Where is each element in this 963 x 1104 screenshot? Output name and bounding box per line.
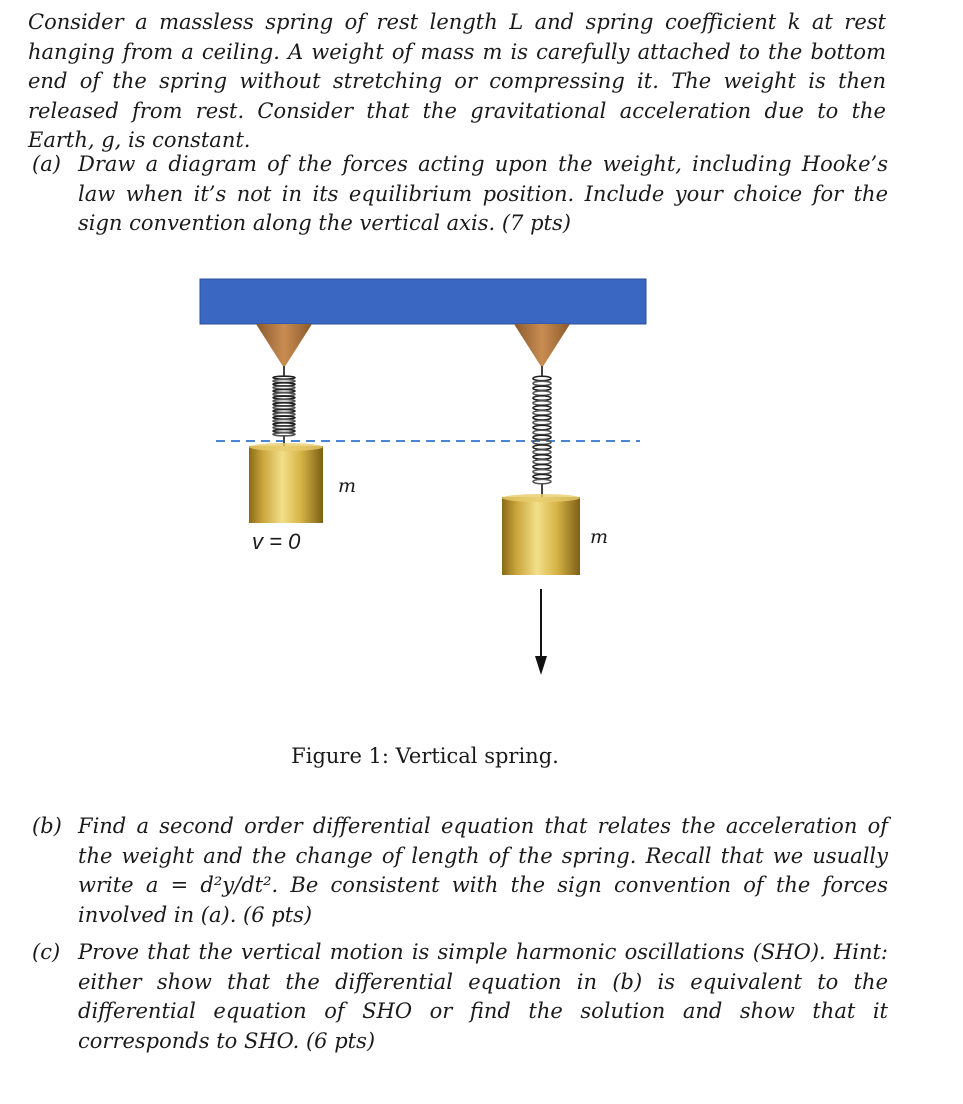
spring-coil-turn — [533, 396, 551, 400]
left-weight-top — [249, 443, 323, 451]
spring-coil-turn — [533, 406, 551, 410]
velocity-label: v = 0 — [252, 529, 301, 554]
right-spring-coil — [533, 376, 551, 484]
left-mass-label: m — [338, 475, 357, 497]
figure-caption: Figure 1: Vertical spring. — [291, 744, 559, 768]
spring-coil-turn — [533, 460, 551, 464]
part-a-label: (a) — [32, 152, 61, 176]
left-spring-coil — [273, 376, 295, 436]
spring-coil-turn — [533, 376, 551, 380]
spring-coil-turn — [533, 465, 551, 469]
right-weight-top — [502, 494, 580, 502]
ceiling-bar — [200, 279, 646, 324]
spring-coil-turn — [533, 386, 551, 390]
spring-coil-turn — [533, 474, 551, 478]
spring-coil-turn — [533, 381, 551, 385]
left-spring-mount — [256, 324, 312, 368]
spring-coil-turn — [533, 435, 551, 439]
part-c-label: (c) — [32, 940, 61, 964]
left-weight — [249, 446, 323, 523]
spring-coil-turn — [533, 430, 551, 434]
spring-coil-turn — [533, 401, 551, 405]
spring-coil-turn — [533, 425, 551, 429]
right-spring-mount — [514, 324, 570, 368]
question-part-c — [32, 938, 888, 1056]
spring-coil-turn — [533, 420, 551, 424]
part-c-text: Prove that the vertical motion is simple harmonic oscillations (SHO). Hint: either show that the differential equation in (b) is equivalent to the differential equation of SHO or find the solution and show that it corresponds to SHO. (6 pts) — [78, 940, 888, 1053]
spring-coil-turn — [533, 450, 551, 454]
motion-arrow-head — [535, 656, 547, 675]
spring-coil-turn — [533, 470, 551, 474]
spring-coil-turn — [533, 391, 551, 395]
right-weight — [502, 497, 580, 575]
spring-coil-turn — [533, 455, 551, 459]
spring-coil-turn — [533, 411, 551, 415]
spring-coil-turn — [533, 416, 551, 420]
part-a-text: Draw a diagram of the forces acting upon the weight, including Hooke’s law when it’s not in its equilibrium position. Include your choice for the sign convention along the vertical axis. (7 pts) — [78, 152, 888, 235]
part-b-text: Find a second order differential equation that relates the acceleration of the weight and the change of length of the spring. Recall that we usually write a = d²y/dt². Be consistent with the sign convention of the forces involved in (a). (6 pts) — [78, 814, 888, 927]
spring-coil-turn — [533, 445, 551, 449]
spring-coil-turn — [533, 440, 551, 444]
right-mass-label: m — [590, 526, 609, 548]
part-b-label: (b) — [32, 814, 62, 838]
spring-coil-turn — [273, 433, 295, 436]
intro-paragraph: Consider a massless spring of rest length L and spring coefficient k at rest hanging from a ceiling. A weight of mass m is carefully attached to the bottom end of the spring without stretching or compressing it. The weight is then released from rest. Consider that the gravitational acceleration due to the Earth, g, is constant. — [28, 10, 886, 152]
question-part-b — [32, 812, 888, 930]
spring-coil-turn — [533, 479, 551, 483]
